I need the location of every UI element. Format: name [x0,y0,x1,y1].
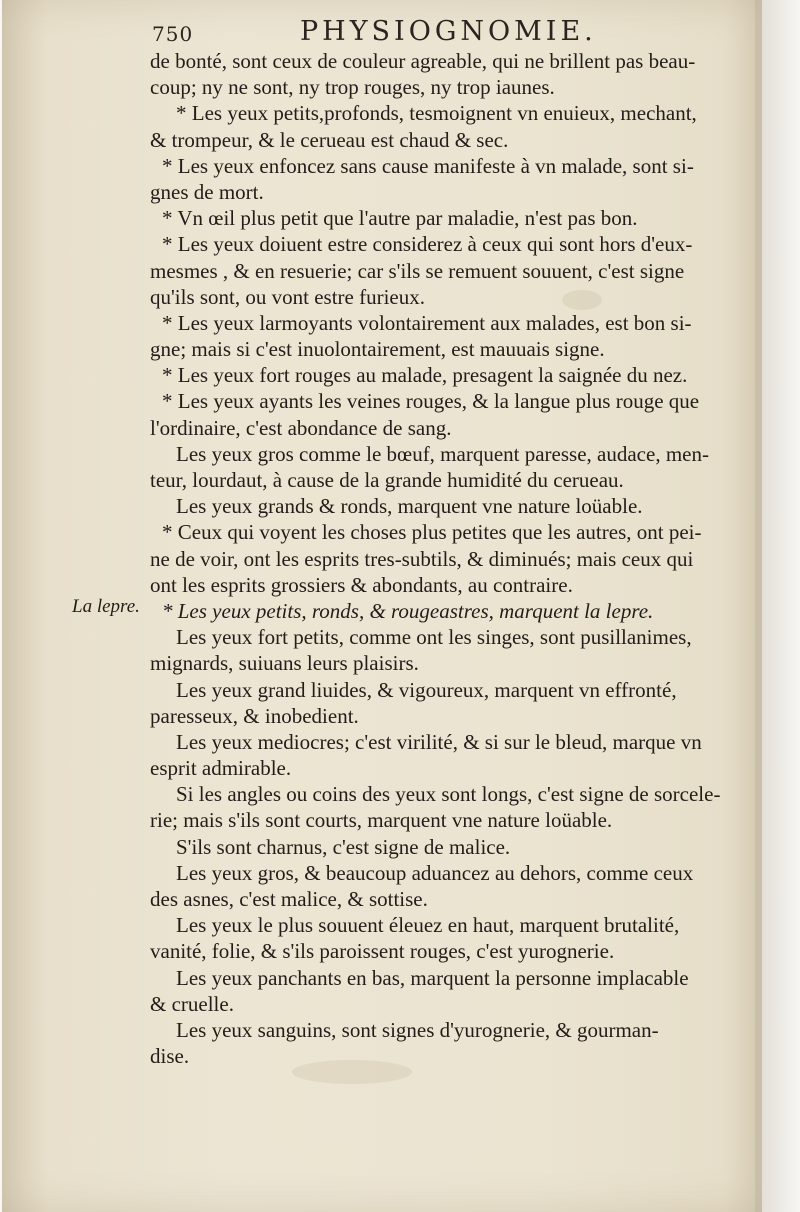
text-line: mignards, suiuans leurs plaisirs. [150,651,419,676]
text-line: * Les yeux petits, ronds, & rougeastres, marquent la lepre. [162,598,654,623]
text-line: paresseux, & inobedient. [150,703,359,728]
page-edge-shadow [755,0,800,1212]
text-line: gnes de mort. [150,179,264,204]
text-line: dise. [150,1044,190,1069]
margin-note: La lepre. [72,596,140,617]
text-line: coup; ny ne sont, ny trop rouges, ny trop iaunes. [150,75,555,100]
text-line: teur, lourdaut, à cause de la grande humidité du cerueau. [150,468,624,492]
text-line: Les yeux mediocres; c'est virilité, & si sur le bleud, marque vn [176,729,702,754]
text-line: Les yeux gros, & beaucoup aduancez au dehors, comme ceux [176,860,694,885]
text-line: * Ceux qui voyent les choses plus petites que les autres, ont pei- [162,520,702,545]
running-head: PHYSIOGNOMIE. [300,16,597,47]
text-line: Les yeux le plus souuent éleuez en haut, marquent brutalité, [176,913,680,938]
text-line: ont les esprits grossiers & abondants, au contraire. [150,572,573,597]
text-line: rie; mais s'ils sont courts, marquent vne nature loüable. [150,808,613,833]
text-line: * Les yeux larmoyants volontairement aux malades, est bon si- [162,310,692,335]
text-line: des asnes, c'est malice, & sottise. [150,887,428,911]
text-line: * Les yeux doiuent estre considerez à ceux qui sont hors d'eux- [162,232,693,257]
body-text [150,48,742,1069]
text-line: ne de voir, ont les esprits tres-subtils, & diminués; mais ceux qui [150,546,694,571]
page-number: 750 [152,22,194,46]
text-line: Les yeux fort petits, comme ont les singes, sont pusillanimes, [176,625,692,650]
text-line: mesmes , & en resuerie; car s'ils se remuent souuent, c'est signe [150,258,685,283]
text-line: * Les yeux enfoncez sans cause manifeste à vn malade, sont si- [162,153,694,178]
text-line: esprit admirable. [150,756,292,781]
text-line: S'ils sont charnus, c'est signe de malice. [176,834,511,859]
text-line: Les yeux grand liuides, & vigoureux, marquent vn effronté, [176,677,677,702]
text-line: * Les yeux ayants les veines rouges, & la langue plus rouge que [162,389,700,414]
text-line: Les yeux gros comme le bœuf, marquent paresse, audace, men- [176,441,709,466]
text-line: Si les angles ou coins des yeux sont longs, c'est signe de sorcele- [176,782,721,807]
text-line: & trompeur, & le cerueau est chaud & sec. [150,127,509,152]
text-line: vanité, folie, & s'ils paroissent rouges, c'est yurognerie. [150,939,615,964]
text-line: Les yeux grands & ronds, marquent vne nature loüable. [176,494,643,519]
text-line: de bonté, sont ceux de couleur agreable, qui ne brillent pas beau- [150,49,696,73]
text-line: Les yeux panchants en bas, marquent la personne implacable [176,965,689,990]
text-line: & cruelle. [150,991,234,1016]
text-line: * Les yeux fort rouges au malade, presagent la saignée du nez. [162,363,688,388]
text-line: Les yeux sanguins, sont signes d'yurognerie, & gourman- [176,1017,659,1042]
text-line: * Vn œil plus petit que l'autre par maladie, n'est pas bon. [162,206,638,231]
text-line: * Les yeux petits,profonds, tesmoignent vn enuieux, mechant, [176,101,697,126]
text-line: l'ordinaire, c'est abondance de sang. [150,415,452,440]
text-line: qu'ils sont, ou vont estre furieux. [150,284,425,309]
text-line: gne; mais si c'est inuolontairement, est mauuais signe. [150,337,605,362]
book-page [2,0,762,1212]
